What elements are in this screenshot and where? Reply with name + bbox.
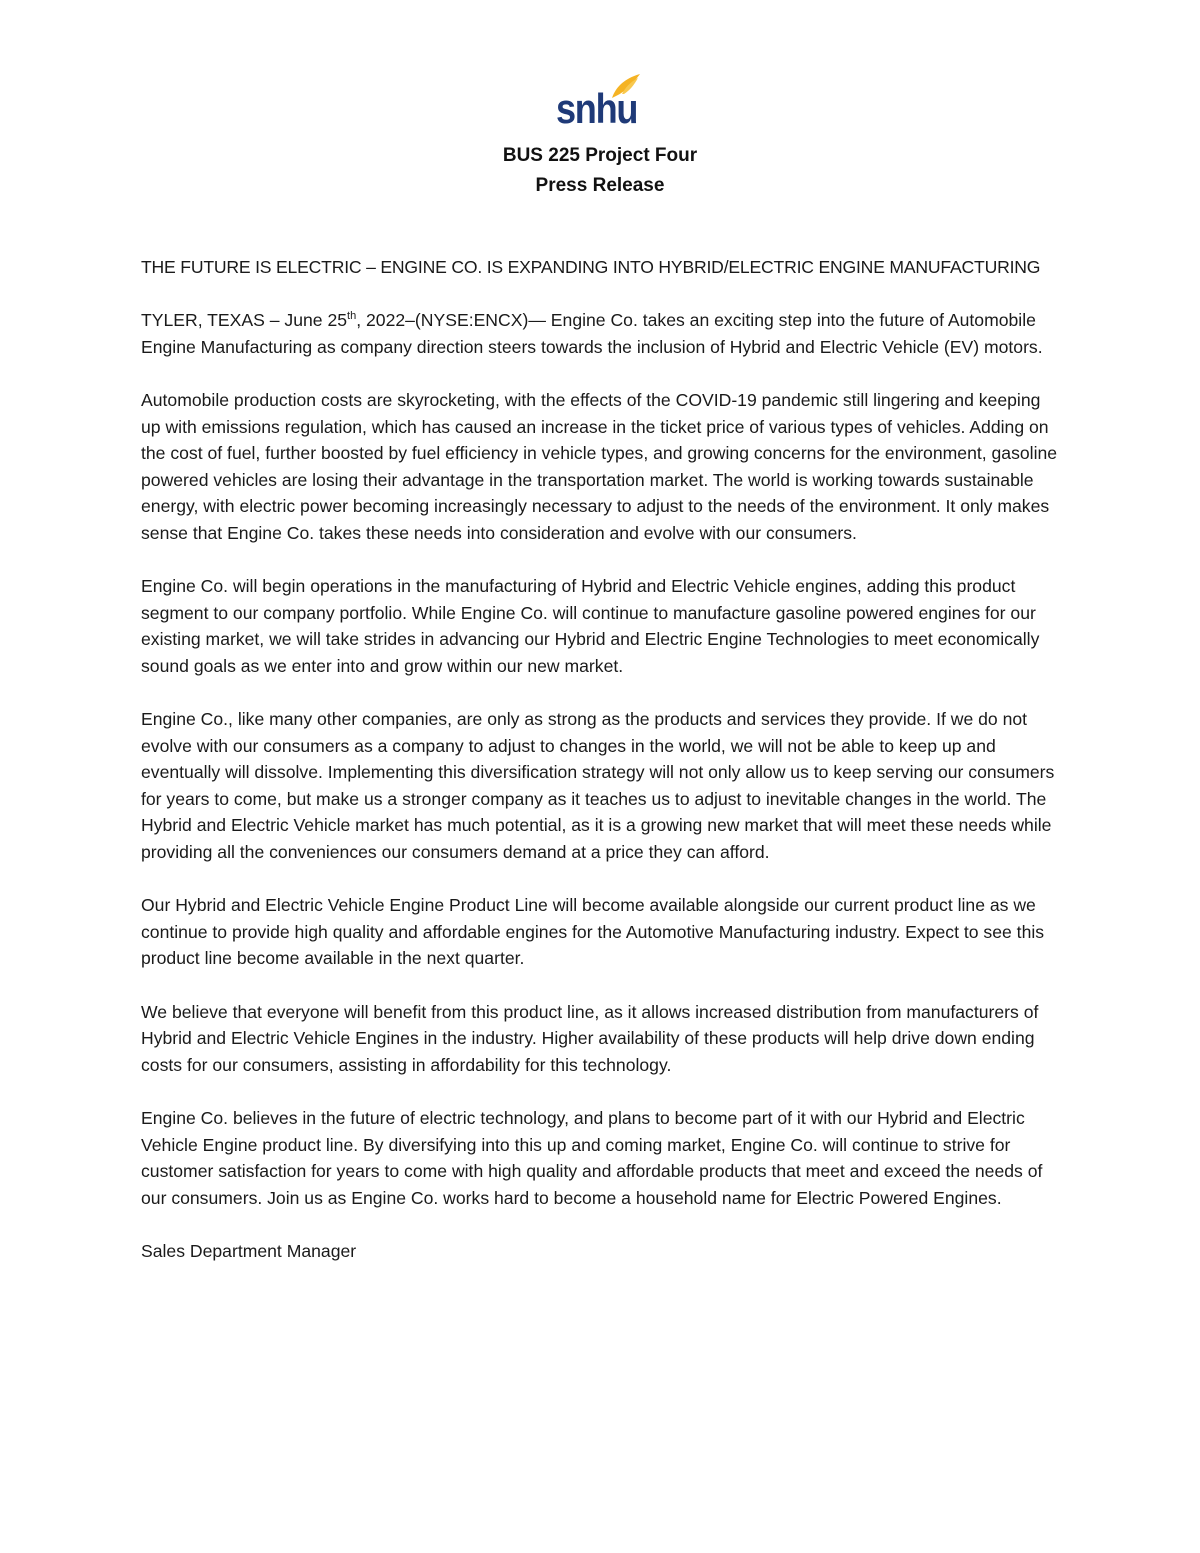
snhu-logo	[556, 72, 646, 134]
body-paragraph: We believe that everyone will benefit from this product line, as it allows increased distribution from manufacturers of Hybrid and Electric Vehicle Engines in the industry. Higher availability of these products will help drive down ending costs for our consumers, assisting in affordability for this technology.	[141, 1001, 1039, 1075]
document-subtitle: Press Release	[535, 175, 665, 196]
document-title: BUS 225 Project Four	[502, 145, 698, 166]
body-paragraph: Our Hybrid and Electric Vehicle Engine Product Line will become available alongside our current product line as we continue to provide high quality and affordable engines for the Automotive Manufacturing industry. Expect to see this product line become available in the next quarter.	[141, 895, 1045, 969]
dateline-text: , 2022–(NYSE:ENCX)— Engine Co. takes an exciting step into the future of Automobile Engine Manufacturing as company direction steers towards the inclusion of Hybrid and Electric Vehicle (EV) motors.	[141, 310, 1043, 357]
body-paragraph: Engine Co., like many other companies, are only as strong as the products and services they provide. If we do not evolve with our consumers as a company to adjust to changes in the world, we will not be able to keep up and eventually will dissolve. Implementing this diversification strategy will not only allow us to keep serving our consumers for years to come, but make us a stronger company as it teaches us to adjust to inevitable changes in the world. The Hybrid and Electric Vehicle market has much potential, as it is a growing new market that will meet these needs while providing all the conveniences our consumers demand at a price they can afford.	[141, 709, 1055, 863]
body-paragraph: Engine Co. will begin operations in the manufacturing of Hybrid and Electric Vehicle engines, adding this product segment to our company portfolio. While Engine Co. will continue to manufacture gasoline powered engines for our existing market, we will take strides in advancing our Hybrid and Electric Engine Technologies to meet economically sound goals as we enter into and grow within our new market.	[141, 576, 1040, 676]
body-paragraph: Automobile production costs are skyrocketing, with the effects of the COVID-19 pandemic still lingering and keeping up with emissions regulation, which has caused an increase in the ticket price of various types of vehicles. Adding on the cost of fuel, further boosted by fuel efficiency in vehicle types, and growing concerns for the environment, gasoline powered vehicles are losing their advantage in the transportation market. The world is working towards sustainable energy, with electric power becoming increasingly necessary to adjust to the needs of the environment. It only makes sense that Engine Co. takes these needs into consideration and evolve with our consumers.	[141, 389, 1058, 543]
dateline-paragraph	[141, 307, 1061, 360]
dateline-superscript: th	[347, 310, 357, 323]
press-release-body	[141, 254, 1061, 1291]
headline: THE FUTURE IS ELECTRIC – ENGINE CO. IS EXPANDING INTO HYBRID/ELECTRIC ENGINE MANUFACTURING	[141, 257, 1041, 277]
dateline-prefix: TYLER, TEXAS – June 25	[141, 310, 348, 331]
body-paragraph: Engine Co. believes in the future of electric technology, and plans to become part of it with our Hybrid and Electric Vehicle Engine product line. By diversifying into this up and coming market, Engine Co. will continue to strive for customer satisfaction for years to come with high quality and affordable products that meet and exceed the needs of our consumers. Join us as Engine Co. works hard to become a household name for Electric Powered Engines.	[141, 1108, 1043, 1208]
signature: Sales Department Manager	[141, 1240, 357, 1261]
logo-text: snhu	[556, 85, 638, 132]
